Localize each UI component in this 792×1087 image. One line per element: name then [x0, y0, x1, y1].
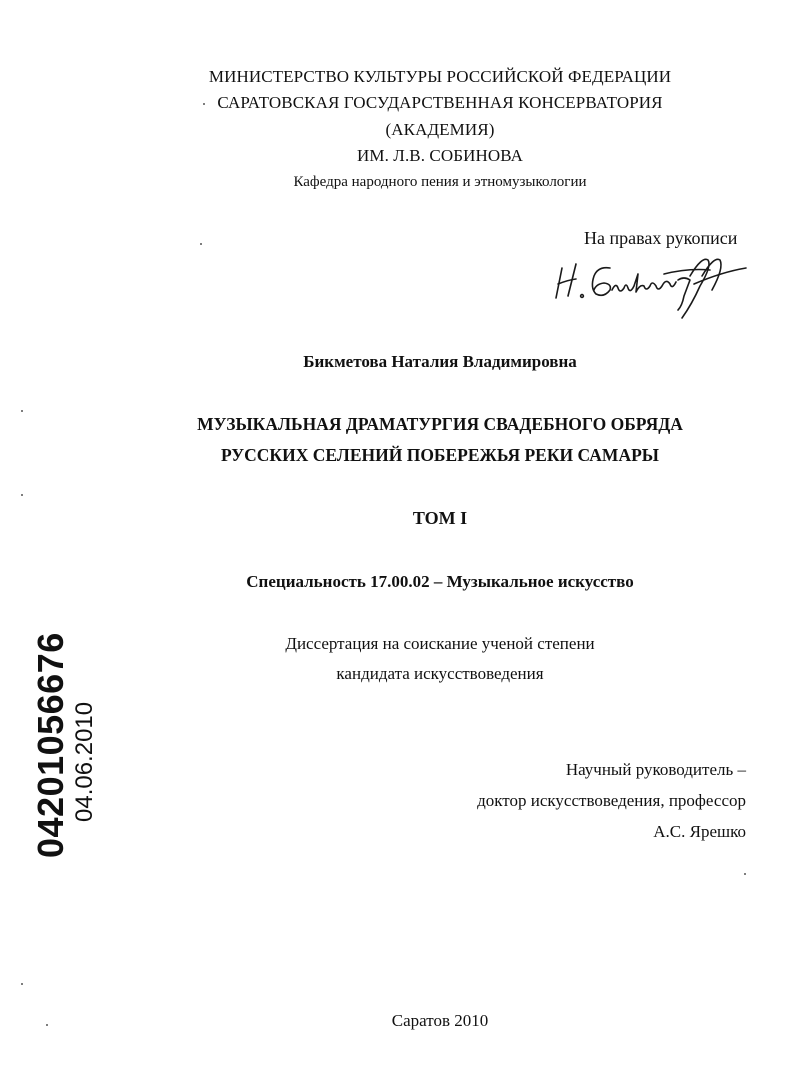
academy-heading: (АКАДЕМИЯ) [385, 120, 495, 139]
scan-speck [21, 494, 23, 496]
city-year: Саратов 2010 [391, 1011, 489, 1030]
scan-speck [744, 873, 746, 875]
scan-speck [21, 410, 23, 412]
named-after-heading: ИМ. Л.В. СОБИНОВА [357, 146, 523, 165]
specialty-line: Специальность 17.00.02 – Музыкальное искусство [246, 572, 634, 591]
ministry-heading: МИНИСТЕРСТВО КУЛЬТУРЫ РОССИЙСКОЙ ФЕДЕРАЦИИ [208, 67, 672, 86]
scan-speck [203, 103, 205, 105]
conservatory-heading: САРАТОВСКАЯ ГОСУДАРСТВЕННАЯ КОНСЕРВАТОРИЯ [217, 93, 663, 112]
supervisor-role: Научный руководитель – [565, 760, 746, 779]
scan-speck [21, 983, 23, 985]
supervisor-degree: доктор искусствоведения, профессор [477, 791, 746, 810]
scan-speck [46, 1024, 48, 1026]
dissertation-line-2: кандидата искусствоведения [336, 664, 544, 683]
manuscript-note: На правах рукописи [584, 228, 738, 248]
scan-speck [200, 243, 202, 245]
volume-label: ТОМ I [412, 508, 468, 528]
title-line-1: МУЗЫКАЛЬНАЯ ДРАМАТУРГИЯ СВАДЕБНОГО ОБРЯДА [197, 414, 683, 434]
title-line-2: РУССКИХ СЕЛЕНИЙ ПОБЕРЕЖЬЯ РЕКИ САМАРЫ [221, 445, 659, 465]
handwritten-signature [552, 246, 752, 326]
registration-number-stamp: 04201056676 [30, 632, 71, 858]
dissertation-line-1: Диссертация на соискание ученой степени [285, 634, 595, 653]
registration-date-stamp: 04.06.2010 [71, 701, 98, 822]
department-heading: Кафедра народного пения и этномузыкологии [293, 174, 587, 190]
author-name: Бикметова Наталия Владимировна [303, 352, 577, 371]
supervisor-name: А.С. Ярешко [653, 822, 746, 841]
